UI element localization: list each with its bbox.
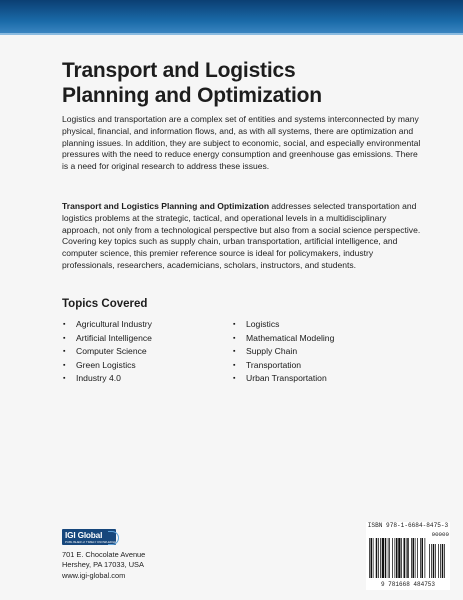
intro-paragraph: Logistics and transportation are a complex set of entities and systems interconnected by many physical, financial, and information flows, and, as with all systems, there are optimization and planning issues. In addition, they are subject to economic, social, and especially environmental pressures with the need to reduce energy consumption and greenhouse gas emissions. There is a need for original research to address these issues.	[62, 114, 421, 172]
bullet-icon: ▪	[63, 375, 66, 383]
bullet-icon: ▪	[63, 334, 66, 342]
topic-item: ▪ Supply Chain	[232, 345, 334, 359]
isbn-barcode	[366, 522, 450, 590]
igi-global-logo	[62, 529, 116, 545]
book-title	[62, 58, 442, 108]
bullet-icon: ▪	[63, 321, 66, 328]
topics-heading: Topics Covered	[62, 298, 148, 310]
description-book-title: Transport and Logistics Planning and Optimization	[62, 201, 270, 211]
topic-item: ▪ Urban Transportation	[232, 372, 334, 386]
title-line-2: Planning and Optimization	[62, 84, 322, 107]
bullet-icon: ▪	[233, 334, 236, 342]
logo-text: IGI Global	[65, 530, 103, 540]
topic-item: ▪ Agricultural Industry	[62, 318, 152, 332]
topic-item: ▪ Mathematical Modeling	[232, 332, 334, 346]
address-line-1: 701 E. Chocolate Avenue	[62, 550, 146, 559]
barcode-bars-icon	[369, 538, 447, 580]
description-paragraph	[62, 201, 424, 272]
bullet-icon: ▪	[233, 348, 236, 356]
topic-item: ▪ Transportation	[232, 359, 334, 373]
bullet-icon: ▪	[233, 361, 236, 369]
address-line-2: Hershey, PA 17033, USA	[62, 560, 144, 570]
description-text: addresses selected transportation and logistics problems at the strategic, tactical, and operational levels in a multidisciplinary approach, not only from a technological perspective but also from a social science perspective. Covering key topics such as supply chain, urban transportation, artificial intelligence, and computer science, this premier reference source is ideal for policymakers, industry professionals, researchers, academicians, scholars, instructors, and students.	[62, 201, 421, 270]
publisher-website: www.igi-global.com	[62, 570, 126, 580]
title-line-1: Transport and Logistics	[62, 59, 296, 82]
logo-tagline: PUBLISHER of TIMELY KNOWLEDGE	[65, 539, 117, 544]
isbn-text: ISBN 978-1-6684-8475-3	[367, 522, 449, 529]
bullet-icon: ▪	[63, 361, 66, 369]
topics-list-left	[62, 318, 152, 386]
top-band-rule	[0, 33, 463, 35]
bullet-icon: ▪	[63, 348, 66, 356]
barcode-number: 9 781668 484753	[380, 581, 435, 588]
topic-item: ▪ Green Logistics	[62, 359, 152, 373]
topics-list-right	[232, 318, 334, 386]
logo-arc-icon	[108, 531, 119, 545]
topic-item: ▪ Computer Science	[62, 345, 152, 359]
publisher-address	[62, 550, 145, 581]
top-color-band	[0, 0, 463, 35]
topic-item: ▪ Artificial Intelligence	[62, 332, 152, 346]
topic-item: ▪ Industry 4.0	[62, 372, 152, 386]
bullet-icon: ▪	[233, 321, 236, 328]
topic-item: ▪ Logistics	[232, 318, 334, 332]
bullet-icon: ▪	[233, 375, 236, 383]
barcode-supplement: 90000	[431, 531, 449, 538]
